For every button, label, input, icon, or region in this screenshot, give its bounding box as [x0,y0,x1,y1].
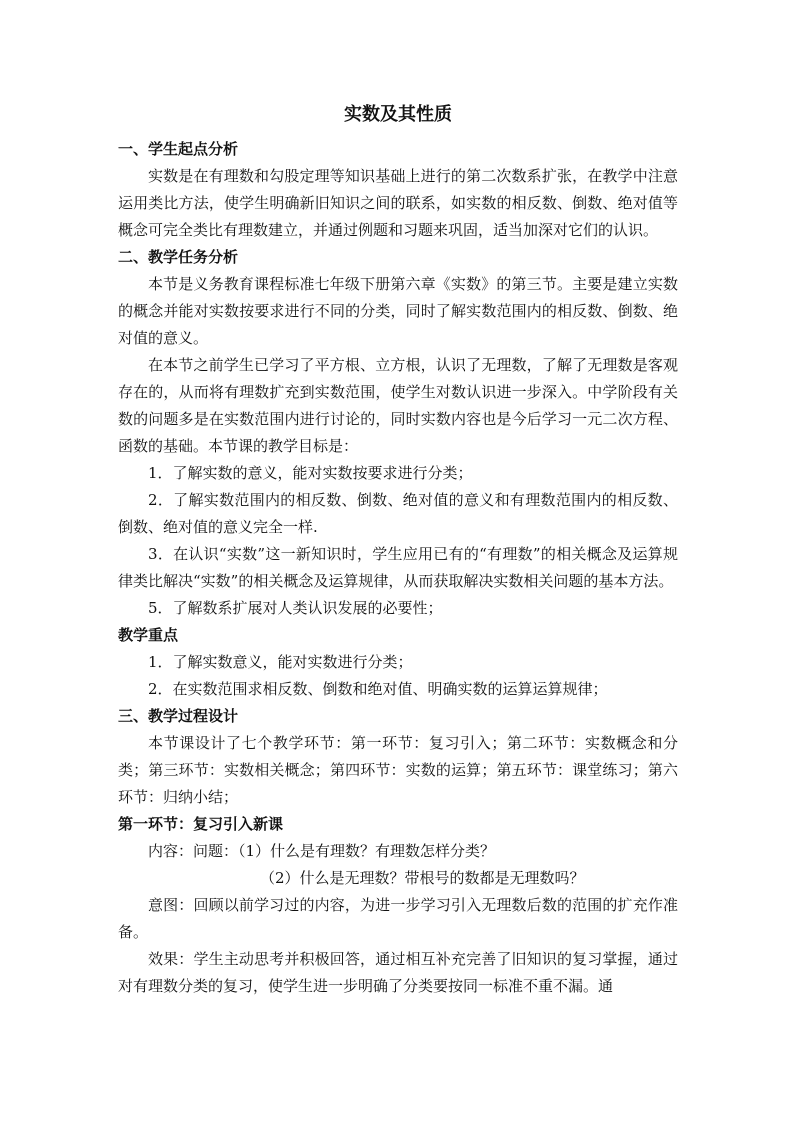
paragraph: 本节课设计了七个教学环节：第一环节：复习引入；第二环节：实数概念和分类；第三环节：实数相关概念；第四环节：实数的运算；第五环节：课堂练习；第六环节：归纳小结； [118,734,678,806]
goal-item: 2．了解实数范围内的相反数、倒数、绝对值的意义和有理数范围内的相反数、倒数、绝对值的意义完全一样. [118,491,678,536]
goal-item: 3．在认识“实数”这一新知识时，学生应用已有的“有理数”的相关概念及运算规律类比解决“实数”的相关概念及运算规律，从而获取解决实数相关问题的基本方法。 [118,545,678,590]
section-heading-2: 二、教学任务分析 [118,248,239,266]
document-title: 实数及其性质 [344,104,452,125]
goal-item: 1．了解实数的意义，能对实数按要求进行分类； [148,464,473,482]
goal-item: 5．了解数系扩展对人类认识发展的必要性； [148,599,443,617]
paragraph: 本节是义务教育课程标准七年级下册第六章《实数》的第三节。主要是建立实数的概念并能对实数按要求进行不同的分类，同时了解实数范围内的相反数、倒数、绝对值的意义。 [118,275,678,347]
key-point-item: 1．了解实数意义，能对实数进行分类； [148,653,413,671]
effect-paragraph: 效果：学生主动思考并积极回答，通过相互补充完善了旧知识的复习掌握，通过对有理数分类的复习，使学生进一步明确了分类要按同一标准不重不漏。通 [118,950,678,995]
intent-paragraph: 意图：回顾以前学习过的内容，为进一步学习引入无理数后数的范围的扩充作准备。 [118,896,678,941]
step-heading-1: 第一环节：复习引入新课 [118,815,284,833]
paragraph: 实数是在有理数和勾股定理等知识基础上进行的第二次数系扩张，在教学中注意运用类比方法，使学生明确新旧知识之间的联系，如实数的相反数、倒数、绝对值等概念可完全类比有理数建立，并通过例题和习题来巩固，适当加深对它们的认识。 [118,167,678,239]
document-body [118,100,678,1000]
question-1: 内容：问题：（1）什么是有理数？有理数怎样分类？ [148,842,496,860]
question-2: （2）什么是无理数？带根号的数都是无理数吗？ [260,869,585,887]
section-heading-key-points: 教学重点 [118,626,179,644]
key-point-item: 2．在实数范围求相反数、倒数和绝对值、明确实数的运算运算规律； [148,680,608,698]
paragraph: 在本节之前学生已学习了平方根、立方根，认识了无理数，了解了无理数是客观存在的，从而将有理数扩充到实数范围，使学生对数认识进一步深入。中学阶段有关数的问题多是在实数范围内进行讨论的，同时实数内容也是今后学习一元二次方程、函数的基础。本节课的教学目标是： [118,356,678,455]
section-heading-1: 一、学生起点分析 [118,140,239,158]
section-heading-3: 三、教学过程设计 [118,707,239,725]
